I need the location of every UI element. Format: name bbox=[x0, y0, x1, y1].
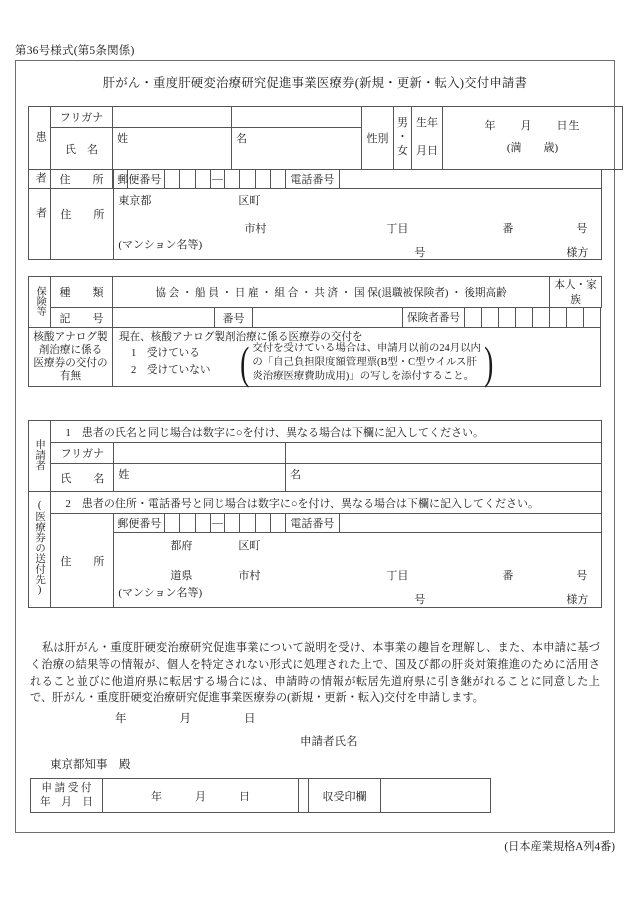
declaration-paragraph: 私は肝がん・重度肝硬変治療研究促進事業について説明を受け、本事業の趣旨を理解し、また、本申請に基づく治療の結果等の情報が、個人を特定されない形式に処理された上で、国及び都の肝炎対策推進のために活用されること並びに他道府県に転居する場合には、申請時の情報が転居先道府県に引き継がれることに同意した上で、肝がん・重度肝硬変治療研究促進事業医療券の(新規・更新・転入)交付を申請します。 bbox=[30, 642, 600, 705]
patient-chome-label: 丁目 bbox=[386, 223, 409, 235]
patient-phone-input[interactable] bbox=[339, 170, 601, 189]
insurance-number-label: 番号 bbox=[215, 308, 253, 328]
patient-address-row-label: 住 所 bbox=[51, 170, 114, 260]
applicant-label-top: 申請者 bbox=[34, 438, 46, 471]
receipt-date-input[interactable]: 年 月 日 bbox=[103, 779, 299, 813]
insurer-number-label: 保険者番号 bbox=[403, 308, 465, 328]
page-title: 肝がん・重度肝硬変治療研究促進事業医療券(新規・更新・転入)交付申請書 bbox=[102, 76, 528, 90]
form-number: 第36号様式(第5条関係) bbox=[15, 45, 135, 57]
applicant-furigana-label: フリガナ bbox=[51, 443, 114, 464]
nucleic-option-1[interactable]: 1 受けている bbox=[131, 348, 200, 359]
applicant-vertical-label-bottom bbox=[29, 492, 51, 608]
applicant-tofu-label: 都府 bbox=[170, 540, 193, 552]
nucleic-label-line2: 医療券の交付の有無 bbox=[33, 358, 108, 383]
insurance-vertical-label bbox=[29, 277, 51, 328]
nucleic-note-line3: 炎治療医療費助成用)」の写しを添付すること。 bbox=[252, 371, 474, 383]
insurer-number-box-1[interactable] bbox=[465, 308, 482, 328]
applicant-city-label: 市村 bbox=[238, 570, 261, 582]
applicant-zip-box-5[interactable] bbox=[240, 514, 255, 533]
insurance-number-input[interactable] bbox=[253, 308, 403, 328]
patient-address-input[interactable] bbox=[114, 189, 602, 260]
patient-vertical-label bbox=[29, 107, 51, 170]
applicant-gou-label-2: 号 bbox=[414, 594, 426, 606]
birthdate-age: (満 歳) bbox=[506, 142, 559, 154]
patient-zip-box-7[interactable] bbox=[270, 170, 285, 189]
patient-zip-dash: — bbox=[210, 170, 224, 189]
declaration-date-line[interactable]: 年 月 日 bbox=[115, 713, 266, 725]
nucleic-option-2[interactable]: 2 受けていない bbox=[131, 365, 211, 376]
insurance-type-label: 種 類 bbox=[51, 277, 113, 308]
patient-vertical-label-sha bbox=[29, 170, 51, 260]
applicant-zip-box-2[interactable] bbox=[180, 514, 195, 533]
receipt-label-line2: 年 月 日 bbox=[40, 796, 93, 808]
insurance-label-stack: 保険等 bbox=[34, 285, 46, 316]
patient-pref-label: 東京都 bbox=[118, 195, 152, 207]
applicant-address-input[interactable] bbox=[114, 533, 602, 608]
applicant-ward-label: 区町 bbox=[238, 540, 261, 552]
patient-furigana-surname-input[interactable] bbox=[113, 107, 232, 128]
patient-label-sha: 者 bbox=[34, 207, 47, 219]
applicant-signature-label[interactable]: 申請者氏名 bbox=[300, 736, 358, 748]
patient-samakata-label: 様方 bbox=[566, 247, 589, 259]
patient-gender-label: 性別 bbox=[362, 107, 394, 170]
applicant-ban-label: 番 bbox=[502, 570, 514, 582]
patient-birthdate-label bbox=[412, 107, 443, 170]
insurer-number-box-6[interactable] bbox=[550, 308, 567, 328]
applicant-doken-label: 道県 bbox=[170, 570, 193, 582]
applicant-postal-label: 郵便番号 bbox=[114, 514, 165, 533]
receipt-section-table bbox=[30, 778, 491, 813]
applicant-zip-box-3[interactable] bbox=[195, 514, 210, 533]
nucleic-question: 現在、核酸アナログ製剤治療に係る医療券の交付を bbox=[119, 332, 363, 343]
gender-female-label[interactable]: 女 bbox=[397, 144, 408, 157]
insurance-section-table bbox=[28, 276, 602, 387]
nucleic-attachment-note bbox=[235, 336, 496, 388]
receipt-spacer-cell bbox=[299, 779, 309, 813]
patient-city-label: 市村 bbox=[244, 223, 267, 235]
applicant-phone-label: 電話番号 bbox=[285, 514, 339, 533]
applicant-phone-input[interactable] bbox=[339, 514, 601, 533]
applicant-instruction-1: 1 患者の氏名と同じ場合は数字に○を付け、異なる場合は下欄に記入してください。 bbox=[51, 421, 602, 443]
applicant-address-label: 住 所 bbox=[51, 514, 114, 608]
insurer-number-box-5[interactable] bbox=[533, 308, 550, 328]
patient-zip-box-3[interactable] bbox=[195, 170, 210, 189]
applicant-instruction-2: 2 患者の住所・電話番号と同じ場合は数字に○を付け、異なる場合は下欄に記入してください。 bbox=[51, 492, 602, 514]
patient-ward-label: 区町 bbox=[238, 195, 261, 207]
nucleic-analog-answer-area[interactable] bbox=[113, 328, 601, 387]
applicant-label-bottom: (医療券の送付先) bbox=[34, 500, 46, 596]
insurance-symbol-input[interactable] bbox=[113, 308, 215, 328]
insurance-type-options[interactable]: 協 会 ・ 船 員 ・ 日 雇 ・ 組 合 ・ 共 済 ・ 国 保(退職被保険者) ・ 後期高齢 bbox=[113, 277, 550, 308]
applicant-zip-box-6[interactable] bbox=[255, 514, 270, 533]
birthdate-label-line2: 月日 bbox=[416, 145, 438, 157]
applicant-zip-dash: — bbox=[210, 514, 224, 533]
receipt-label-line1: 申 請 受 付 bbox=[41, 783, 92, 795]
patient-zip-box-5[interactable] bbox=[240, 170, 255, 189]
applicant-vertical-label bbox=[29, 421, 51, 492]
applicant-mansion-label: (マンション名等) bbox=[118, 587, 203, 599]
patient-furigana-givenname-input[interactable] bbox=[232, 107, 362, 128]
brace-right-icon: ) bbox=[483, 336, 494, 388]
applicant-name-label: 氏 名 bbox=[51, 464, 114, 492]
receipt-seal-label: 収受印欄 bbox=[309, 779, 381, 813]
patient-address-label: 住 所 bbox=[51, 170, 113, 189]
nucleic-label-line1: 核酸アナログ製剤治療に係る bbox=[33, 331, 108, 356]
applicant-zip-box-4[interactable] bbox=[225, 514, 240, 533]
footer-note: (日本産業規格A列4番) bbox=[504, 841, 615, 853]
applicant-chome-label: 丁目 bbox=[386, 570, 409, 582]
insurer-number-box-2[interactable] bbox=[482, 308, 499, 328]
patient-gou-label-2: 号 bbox=[414, 247, 426, 259]
patient-surname-input[interactable]: 姓 bbox=[113, 128, 232, 170]
patient-phone-label: 電話番号 bbox=[285, 170, 339, 189]
patient-givenname-input[interactable]: 名 bbox=[232, 128, 362, 170]
gender-separator: ・ bbox=[397, 131, 408, 144]
birthdate-label-line1: 生年 bbox=[416, 117, 438, 130]
applicant-samakata-label: 様方 bbox=[566, 594, 589, 606]
insurance-relation-options[interactable]: 本人・家族 bbox=[550, 277, 602, 308]
patient-zip-box-6[interactable] bbox=[255, 170, 270, 189]
patient-postal-label: 郵便番号 bbox=[114, 170, 165, 189]
governor-addressee: 東京都知事 殿 bbox=[50, 759, 131, 771]
patient-label-top: 患 bbox=[34, 131, 47, 142]
patient-mansion-label: (マンション名等) bbox=[118, 239, 203, 251]
patient-zip-box-1[interactable] bbox=[165, 170, 180, 189]
patient-furigana-label: フリガナ bbox=[51, 107, 113, 128]
gender-male-label[interactable]: 男 bbox=[397, 117, 408, 130]
insurer-number-box-3[interactable] bbox=[499, 308, 516, 328]
receipt-seal-box[interactable] bbox=[381, 779, 491, 813]
applicant-givenname-input[interactable]: 名 bbox=[285, 464, 601, 492]
applicant-surname-input[interactable]: 姓 bbox=[114, 464, 286, 492]
insurance-symbol-label: 記 号 bbox=[51, 308, 113, 328]
insurer-number-box-8[interactable] bbox=[584, 308, 601, 328]
patient-birthdate-input[interactable] bbox=[443, 107, 623, 170]
patient-gou-label: 号 bbox=[576, 223, 588, 235]
nucleic-analog-label bbox=[29, 328, 113, 387]
applicant-gou-label: 号 bbox=[576, 570, 588, 582]
receipt-date-label bbox=[31, 779, 103, 813]
patient-zip-box-2[interactable] bbox=[180, 170, 195, 189]
insurer-number-box-4[interactable] bbox=[516, 308, 533, 328]
applicant-section-table bbox=[28, 420, 602, 608]
nucleic-note-text bbox=[252, 342, 481, 384]
nucleic-note-line1: 交付を受けている場合は、申請月以前の24月以内 bbox=[252, 343, 481, 354]
patient-address-table bbox=[28, 169, 602, 260]
brace-left-icon: ( bbox=[240, 336, 250, 388]
patient-ban-label: 番 bbox=[502, 223, 514, 235]
applicant-furigana-surname-input[interactable] bbox=[114, 443, 286, 464]
insurer-number-box-7[interactable] bbox=[567, 308, 584, 328]
applicant-zip-box-1[interactable] bbox=[165, 514, 180, 533]
patient-gender-options[interactable] bbox=[394, 107, 412, 170]
birthdate-ymd: 年 月 日生 bbox=[484, 120, 581, 133]
applicant-furigana-givenname-input[interactable] bbox=[285, 443, 601, 464]
applicant-zip-box-7[interactable] bbox=[270, 514, 285, 533]
nucleic-note-line2: の「自己負担限度額管理票(B型・C型ウイルス肝 bbox=[252, 357, 477, 369]
patient-zip-box-4[interactable] bbox=[225, 170, 240, 189]
patient-name-label: 氏 名 bbox=[51, 128, 113, 170]
patient-label-bottom: 者 bbox=[34, 172, 47, 183]
